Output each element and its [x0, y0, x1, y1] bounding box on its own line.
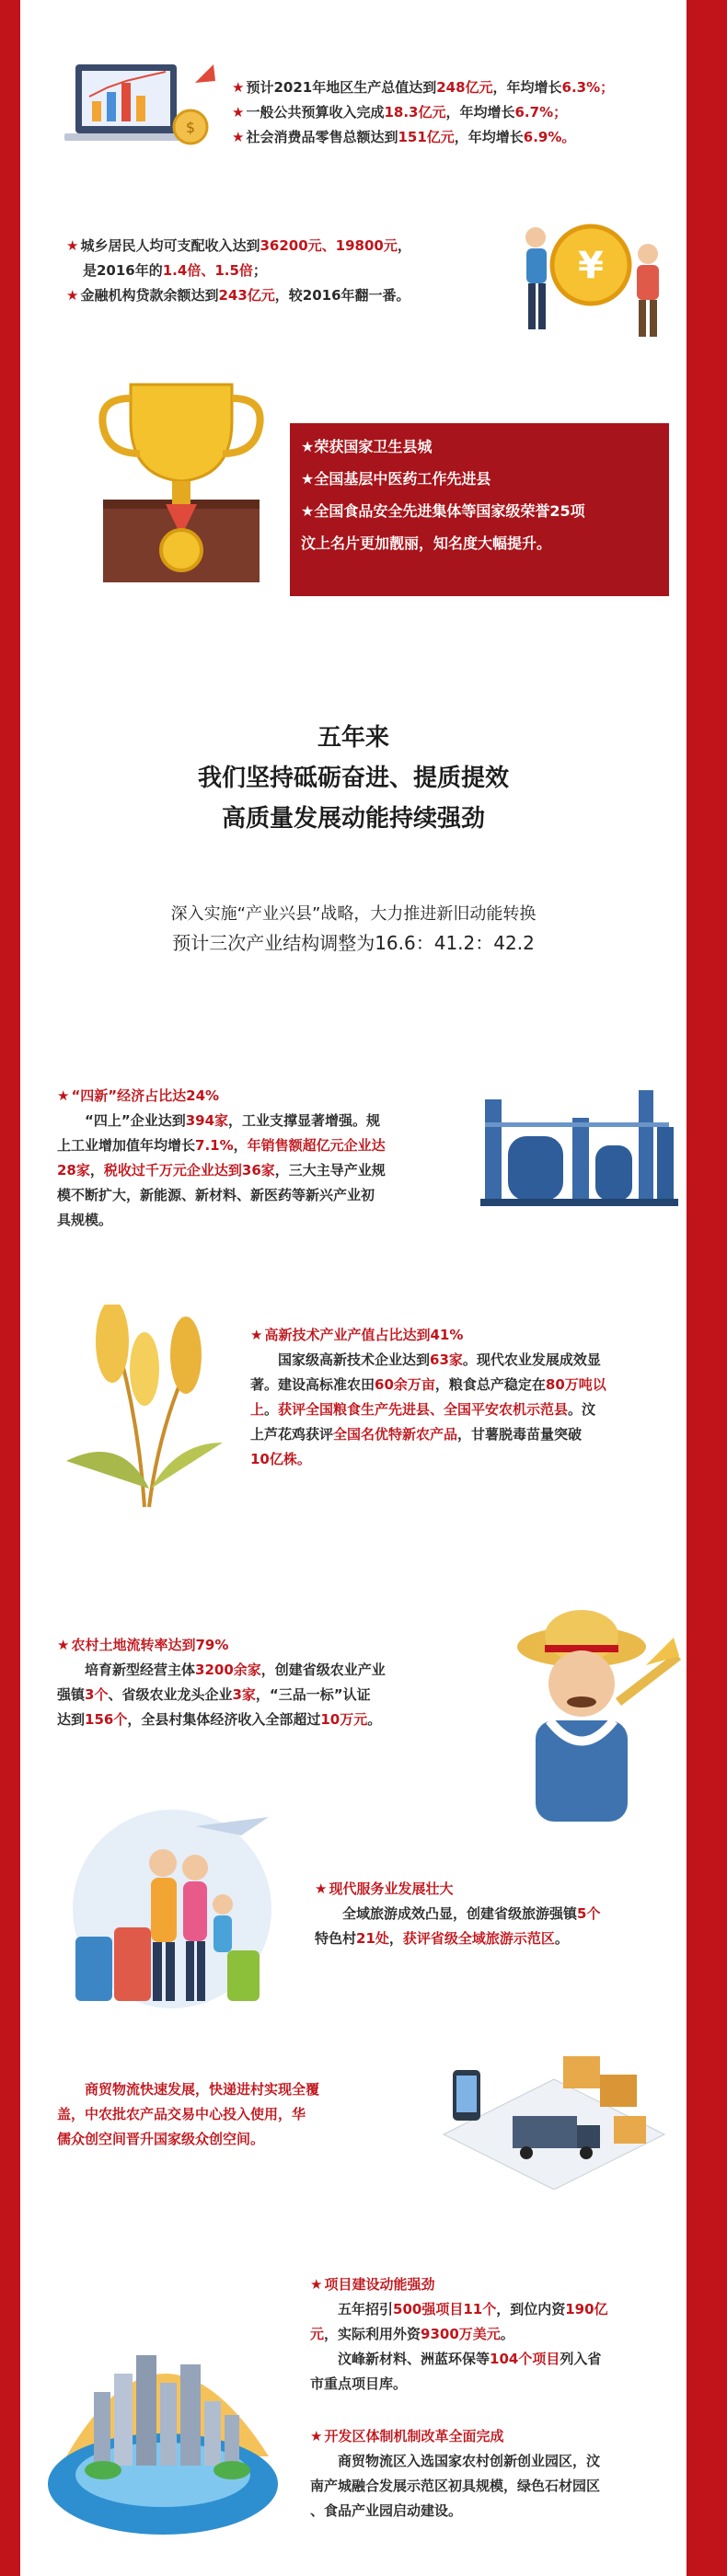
sec5-text	[250, 1323, 683, 1472]
sec9-b2: 南产城融合发展示范区初具规模，绿色石材园区	[310, 2478, 601, 2494]
trophy-illustration	[85, 375, 278, 587]
sec8-line3: 儒众创空间晋升国家级众创空间。	[57, 2131, 265, 2147]
sec9-a1: 五年招引500强项目11个，到位内资190亿	[338, 2301, 608, 2317]
sec2-line2: 是2016年的1.4倍、1.5倍；	[83, 262, 267, 279]
sec1-text	[232, 75, 683, 150]
sec1-line3: ★ 社会消费品零售总额达到151亿元，年均增长6.9%。	[232, 129, 576, 145]
sec9-b3: 、食品产业园启动建设。	[310, 2502, 463, 2519]
sec9-headline2: ★ 开发区体制机制改革全面完成	[310, 2428, 504, 2444]
laptop-chart-illustration	[57, 55, 223, 166]
sec6-text	[57, 1633, 499, 1732]
factory-illustration	[480, 1081, 678, 1210]
sec9-projects	[310, 2272, 683, 2397]
farmer-illustration	[508, 1601, 683, 1840]
sec5-line5: 10亿株。	[250, 1451, 311, 1467]
coin-people-illustration	[508, 210, 674, 348]
title-line1: 五年来	[317, 724, 389, 752]
strategy-line: 深入实施“产业兴县”战略，大力推进新旧动能转换	[170, 904, 537, 924]
sec6-headline: ★ 农村土地流转率达到79%	[57, 1637, 229, 1653]
sec1-line2: ★ 一般公共预算收入完成18.3亿元，年均增长6.7%；	[232, 104, 568, 121]
sec4-line4: 模不断扩大，新能源、新材料、新医药等新兴产业初	[57, 1187, 375, 1203]
svg-text:$: $	[185, 119, 196, 136]
sec2-line1: ★ 城乡居民人均可支配收入达到36200元、19800元，	[66, 237, 411, 254]
sec7-line2: 特色村21处，获评省级全域旅游示范区。	[315, 1930, 569, 1947]
honors-box	[290, 423, 669, 596]
sec8-line1: 商贸物流快速发展，快递进村实现全覆	[85, 2081, 320, 2098]
sec4-line5: 具规模。	[57, 1212, 113, 1228]
sec2-text	[66, 234, 508, 308]
sec9-a2: 元，实际利用外资9300万美元。	[310, 2326, 514, 2342]
honor-3: ★全国食品安全先进集体等国家级荣誉25项	[301, 502, 585, 520]
sec9-a3: 汶峰新材料、洲蓝环保等104个项目列入省	[338, 2351, 602, 2367]
five-year-title	[20, 718, 687, 839]
honor-1: ★荣获国家卫生县城	[301, 438, 433, 455]
sec7-line1: 全域旅游成效凸显，创建省级旅游强镇5个	[342, 1905, 601, 1922]
sec6-line3: 达到156个，全县村集体经济收入全部超过10万元。	[57, 1711, 382, 1728]
logistics-illustration	[425, 2042, 674, 2190]
sec4-line1: “四上”企业达到394家，工业支撑显著增强。规	[85, 1112, 381, 1129]
sec5-headline: ★ 高新技术产业产值占比达到41%	[250, 1327, 464, 1343]
content-panel	[20, 0, 687, 2576]
sec6-line2: 强镇3个、省级农业龙头企业3家，“三品一标”认证	[57, 1686, 371, 1703]
sec7-text	[315, 1877, 683, 1951]
honor-2: ★全国基层中医药工作先进县	[301, 470, 491, 488]
sec5-line3: 上。获评全国粮食生产先进县、全国平安农机示范县。汶	[250, 1401, 596, 1418]
sec8-text	[57, 2077, 425, 2152]
sec4-line2: 上工业增加值年均增长7.1%，年销售额超亿元企业达	[57, 1137, 386, 1154]
sec8-line2: 盖，中农批农产品交易中心投入使用，华	[57, 2106, 306, 2122]
sec7-headline: ★ 现代服务业发展壮大	[315, 1880, 454, 1897]
sec4-text	[57, 1084, 490, 1233]
sec5-line2: 著。建设高标准农田60余万亩，粮食总产稳定在80万吨以	[250, 1376, 606, 1393]
sec5-line1: 国家级高新技术企业达到63家。现代农业发展成效显	[278, 1351, 601, 1368]
sec9-a4: 市重点项目库。	[310, 2375, 408, 2392]
sec5-line4: 上芦花鸡获评全国名优特新农产品，甘薯脱毒苗量突破	[250, 1426, 583, 1443]
sec4-headline: ★ “四新”经济占比达24%	[57, 1087, 220, 1104]
sec1-line1: ★ 预计2021年地区生产总值达到248亿元，年均增长6.3%；	[232, 79, 615, 96]
structure-line: 预计三次产业结构调整为16.6：41.2：42.2	[172, 932, 535, 954]
svg-text:¥: ¥	[578, 245, 604, 287]
sec6-line1: 培育新型经营主体3200余家，创建省级农业产业	[85, 1662, 386, 1678]
sec9-headline1: ★ 项目建设动能强劲	[310, 2276, 435, 2293]
city-illustration	[39, 2300, 287, 2558]
sec2-line3: ★ 金融机构贷款余额达到243亿元，较2016年翻一番。	[66, 287, 410, 304]
family-travel-illustration	[57, 1799, 287, 2019]
sec9-reform	[310, 2424, 683, 2524]
sec9-b1: 商贸物流区入选国家农村创新创业园区，汶	[338, 2453, 601, 2469]
sec4-line3: 28家，税收过千万元企业达到36家，三大主导产业规	[57, 1162, 386, 1179]
title-line3: 高质量发展动能持续强劲	[221, 805, 485, 833]
honor-summary: 汶上名片更加靓丽，知名度大幅提升。	[301, 535, 552, 552]
title-line2: 我们坚持砥砺奋进、提质提效	[197, 765, 509, 792]
wheat-illustration	[48, 1305, 241, 1516]
industry-strategy	[20, 900, 687, 958]
